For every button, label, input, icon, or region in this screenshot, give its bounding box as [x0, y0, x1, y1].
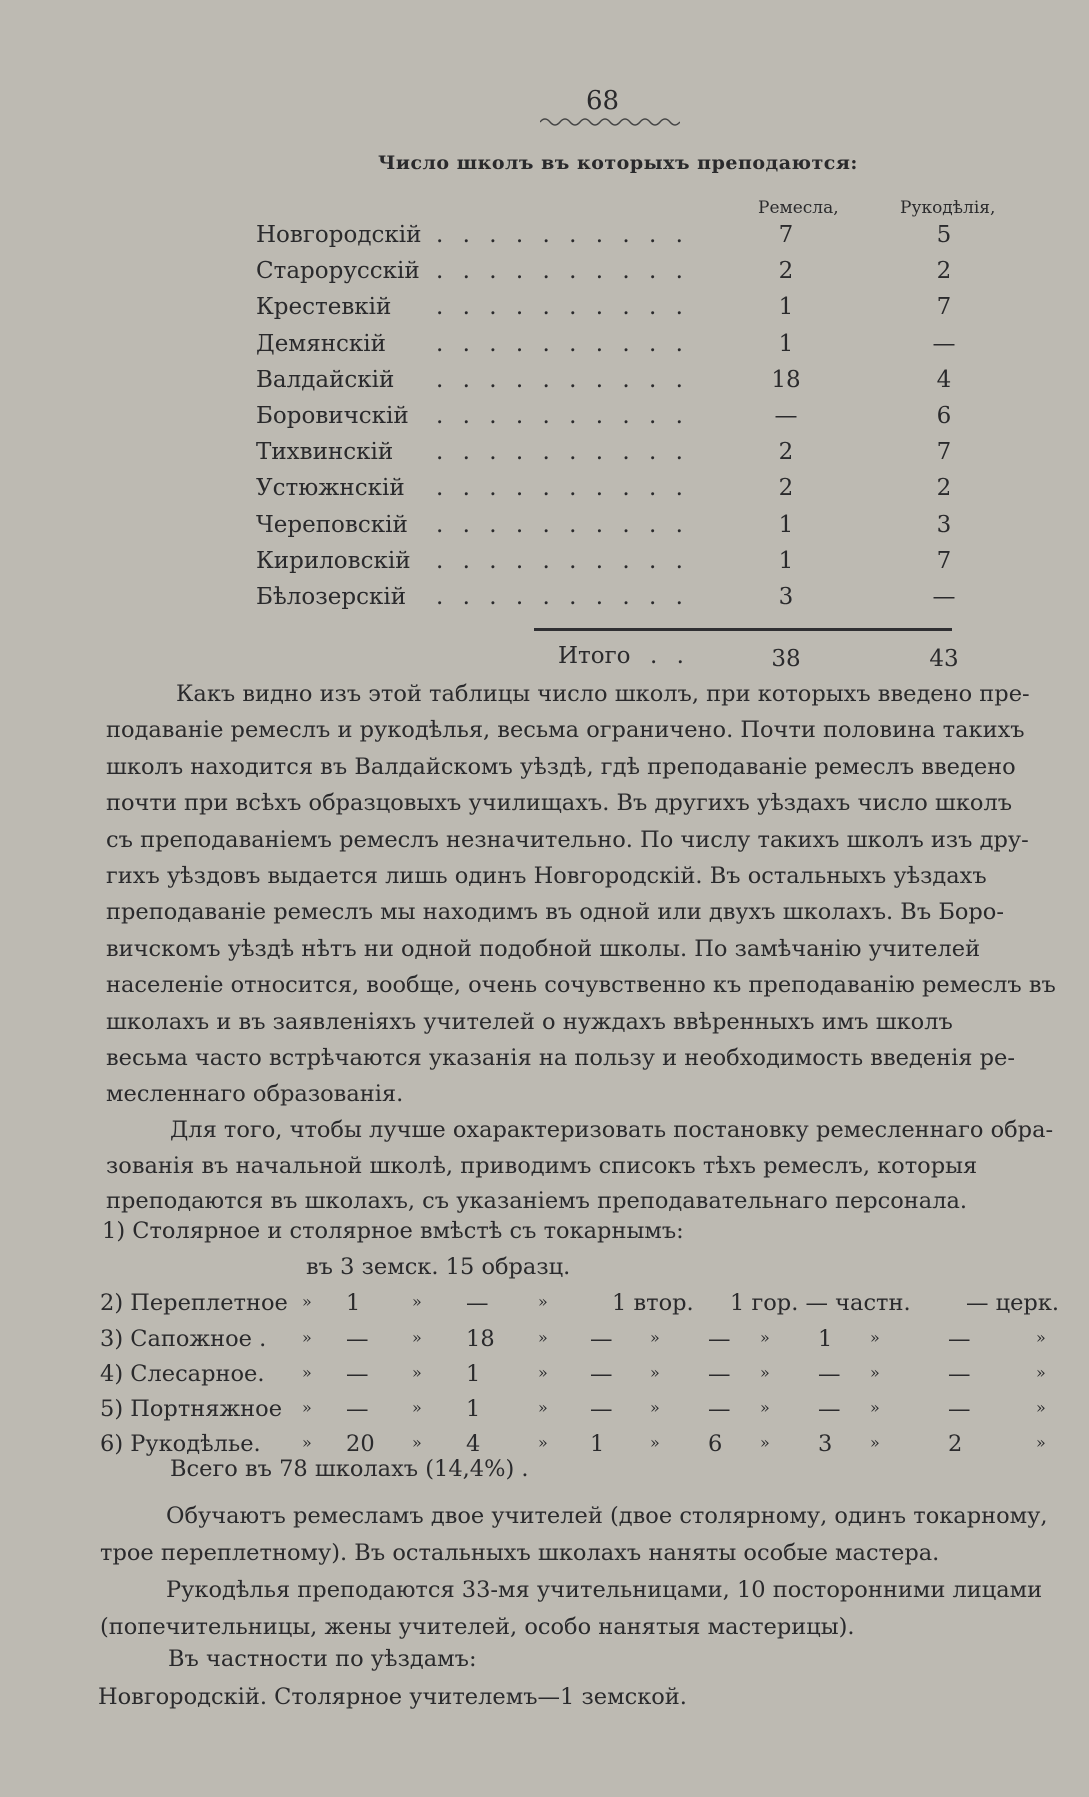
ditto-mark: »	[412, 1433, 422, 1452]
ditto-mark: »	[870, 1328, 880, 1347]
school-type-label: — церк.	[966, 1290, 1060, 1316]
crafts-count: 2	[778, 439, 794, 466]
needlework-count: 5	[936, 222, 952, 248]
craft-count: 18	[466, 1326, 495, 1352]
column-header-needlework: Рукодѣлія,	[900, 198, 996, 218]
leader-dots: . . . . . . . . . .	[436, 294, 689, 321]
craft-count: 1	[466, 1361, 481, 1387]
craft-item-1-sub: въ 3 земск. 15 образц.	[306, 1254, 571, 1280]
leader-dots: . . . . . . . . . .	[436, 439, 689, 466]
ditto-mark: »	[870, 1433, 880, 1452]
ditto-mark: »	[538, 1292, 548, 1311]
ditto-mark: »	[870, 1363, 880, 1382]
total-needlework: 43	[929, 646, 959, 672]
table-row	[256, 331, 1016, 365]
needlework-count: 7	[936, 547, 952, 574]
needlework-count: 2	[936, 475, 952, 502]
ditto-mark: »	[538, 1433, 548, 1452]
table-row	[256, 258, 1016, 292]
craft-count: 1	[466, 1396, 481, 1422]
district-name: Бѣлозерскій	[256, 584, 407, 610]
ditto-mark: »	[412, 1292, 422, 1311]
district-name: Новгородскій	[256, 222, 422, 248]
text-line: подаваніе ремеслъ и рукодѣлья, весьма ограничено. Почти половина такихъ	[106, 717, 1025, 744]
craft-count: —	[346, 1326, 369, 1352]
ditto-mark: »	[1036, 1328, 1046, 1347]
text-line: Обучаютъ ремесламъ двое учителей (двое столярному, одинъ токарному,	[166, 1503, 1048, 1529]
school-type-label: 1 втор.	[612, 1290, 694, 1316]
craft-count: —	[590, 1326, 613, 1352]
craft-count: 3	[818, 1431, 833, 1457]
text-line: школъ находится въ Валдайскомъ уѣздѣ, гдѣ преподаваніе ремеслъ введено	[106, 753, 1016, 780]
text-line: Рукодѣлья преподаются 33-мя учительницами, 10 посторонними лицами	[166, 1577, 1043, 1603]
craft-count: —	[948, 1396, 971, 1422]
table-row	[256, 367, 1016, 401]
ditto-mark: »	[412, 1398, 422, 1417]
ditto-mark: »	[302, 1433, 312, 1452]
table-row	[256, 584, 1016, 618]
ditto-mark: »	[412, 1328, 422, 1347]
ditto-mark: »	[412, 1363, 422, 1382]
table-title: Число школъ въ которыхъ преподаются:	[378, 152, 858, 174]
ditto-mark: »	[302, 1363, 312, 1382]
ditto-mark: »	[760, 1328, 770, 1347]
crafts-count: —	[774, 403, 798, 429]
table-row	[256, 294, 1016, 328]
text-line: Какъ видно изъ этой таблицы число школъ, при которыхъ введено пре-	[176, 681, 1030, 707]
table-row	[256, 403, 1016, 437]
table-row	[256, 222, 1016, 256]
ditto-mark: »	[538, 1398, 548, 1417]
craft-count: —	[818, 1396, 841, 1422]
craft-count: 1	[590, 1431, 605, 1457]
ditto-mark: »	[1036, 1398, 1046, 1417]
ditto-mark: »	[760, 1363, 770, 1382]
craft-count: —	[708, 1326, 731, 1352]
paragraph-5: Въ частности по уѣздамъ:	[168, 1646, 477, 1672]
district-name: Крестевкій	[256, 294, 392, 321]
text-line: (попечительницы, жены учителей, особо нанятыя мастерицы).	[100, 1613, 855, 1640]
district-name: Валдайскій	[256, 366, 395, 393]
craft-count: —	[590, 1396, 613, 1422]
text-line: месленнаго образованія.	[106, 1081, 404, 1108]
ditto-mark: »	[650, 1328, 660, 1347]
ditto-mark: »	[302, 1398, 312, 1417]
crafts-count: 18	[771, 366, 801, 393]
craft-count: —	[466, 1290, 489, 1316]
craft-count: 2	[948, 1431, 963, 1457]
craft-count: 20	[346, 1431, 375, 1457]
leader-dots: . . . . . . . . . .	[436, 475, 689, 502]
total-rule	[534, 628, 952, 631]
ditto-mark: »	[760, 1433, 770, 1452]
craft-count: 4	[466, 1431, 481, 1457]
needlework-count: —	[932, 330, 956, 357]
craft-count: —	[346, 1361, 369, 1387]
crafts-total: Всего въ 78 школахъ (14,4%) .	[170, 1456, 529, 1482]
district-name: Тихвинскій	[256, 439, 394, 466]
craft-count: —	[590, 1361, 613, 1387]
text-line: школахъ и въ заявленіяхъ учителей о нуждахъ ввѣренныхъ имъ школъ	[106, 1008, 953, 1035]
table-row	[256, 512, 1016, 546]
craft-count: —	[708, 1361, 731, 1387]
text-line: вичскомъ уѣздѣ нѣтъ ни одной подобной школы. По замѣчанію учителей	[106, 935, 981, 962]
crafts-count: 3	[778, 584, 794, 610]
craft-count: —	[948, 1326, 971, 1352]
total-label: Итого	[558, 643, 631, 669]
needlework-count: 2	[936, 258, 952, 285]
craft-count: —	[818, 1361, 841, 1387]
text-line: зованія въ начальной школѣ, приводимъ списокъ тѣхъ ремеслъ, которыя	[106, 1152, 978, 1179]
leader-dots: . . . . . . . . . .	[436, 584, 689, 610]
table-row	[256, 475, 1016, 509]
text-line: Для того, чтобы лучше охарактеризовать постановку ремесленнаго обра-	[170, 1117, 1054, 1143]
district-name: Устюжнскій	[256, 475, 405, 502]
district-name: Боровичскій	[256, 403, 409, 429]
needlework-count: —	[932, 584, 956, 610]
ditto-mark: »	[538, 1363, 548, 1382]
leader-dots: . . . . . . . . . .	[436, 330, 689, 357]
ditto-mark: »	[650, 1398, 660, 1417]
ditto-mark: »	[1036, 1363, 1046, 1382]
district-name: Кириловскій	[256, 547, 411, 574]
craft-label: 3) Сапожное .	[100, 1326, 267, 1352]
needlework-count: 6	[936, 403, 952, 429]
text-line: преподаются въ школахъ, съ указаніемъ преподавательнаго персонала.	[106, 1188, 968, 1214]
craft-label: 2) Переплетное	[100, 1290, 288, 1316]
ditto-mark: »	[302, 1328, 312, 1347]
needlework-count: 4	[936, 366, 952, 393]
leader-dots: . . . . . . . . . .	[436, 511, 689, 538]
craft-count: 1	[818, 1326, 833, 1352]
crafts-count: 1	[778, 547, 794, 574]
text-line: трое переплетному). Въ остальныхъ школахъ наняты особые мастера.	[100, 1539, 940, 1566]
craft-count: 1	[346, 1290, 361, 1316]
ditto-mark: »	[650, 1433, 660, 1452]
craft-count: —	[708, 1396, 731, 1422]
needlework-count: 3	[936, 511, 952, 538]
craft-label: 4) Слесарное.	[100, 1361, 265, 1387]
ditto-mark: »	[870, 1398, 880, 1417]
table-row	[256, 439, 1016, 473]
crafts-count: 1	[778, 294, 794, 321]
table-row	[256, 548, 1016, 582]
last-line: Новгородскій. Столярное учителемъ—1 земской.	[98, 1684, 687, 1710]
crafts-count: 7	[778, 222, 794, 248]
ditto-mark: »	[760, 1398, 770, 1417]
text-line: преподаваніе ремеслъ мы находимъ въ одной или двухъ школахъ. Въ Боро-	[106, 899, 1004, 926]
leader-dots: . . . . . . . . . .	[436, 547, 689, 574]
leader-dots: . . . . . . . . . .	[436, 222, 689, 248]
text-line: почти при всѣхъ образцовыхъ училищахъ. Въ другихъ уѣздахъ число школъ	[106, 790, 1013, 817]
total-dots: . .	[650, 643, 690, 669]
wave-ornament	[540, 116, 680, 128]
text-line: весьма часто встрѣчаются указанія на пользу и необходимость введенія ре-	[106, 1045, 1015, 1071]
page-number: 68	[586, 86, 620, 116]
school-type-label: 1 гор. — частн.	[730, 1290, 911, 1316]
craft-label: 5) Портняжное	[100, 1396, 283, 1422]
ditto-mark: »	[302, 1292, 312, 1311]
leader-dots: . . . . . . . . . .	[436, 366, 689, 393]
ditto-mark: »	[650, 1363, 660, 1382]
crafts-count: 1	[778, 330, 794, 357]
ditto-mark: »	[1036, 1433, 1046, 1452]
craft-count: 6	[708, 1431, 723, 1457]
text-line: гихъ уѣздовъ выдается лишь одинъ Новгородскій. Въ остальныхъ уѣздахъ	[106, 863, 987, 889]
text-line: съ преподаваніемъ ремеслъ незначительно. По числу такихъ школъ изъ дру-	[106, 826, 1029, 853]
leader-dots: . . . . . . . . . .	[436, 258, 689, 285]
needlework-count: 7	[936, 294, 952, 321]
total-crafts: 38	[771, 646, 801, 672]
text-line: населеніе относится, вообще, очень сочувственно къ преподаванію ремеслъ въ	[106, 972, 1056, 999]
crafts-count: 2	[778, 475, 794, 502]
leader-dots: . . . . . . . . . .	[436, 403, 689, 429]
district-name: Демянскій	[256, 330, 386, 357]
column-header-crafts: Ремесла,	[758, 198, 839, 218]
ditto-mark: »	[538, 1328, 548, 1347]
crafts-count: 2	[778, 258, 794, 285]
craft-count: —	[346, 1396, 369, 1422]
crafts-count: 1	[778, 511, 794, 538]
district-name: Череповскій	[256, 511, 408, 538]
needlework-count: 7	[936, 439, 952, 466]
craft-count: —	[948, 1361, 971, 1387]
craft-item-1: 1) Столярное и столярное вмѣстѣ съ токарнымъ:	[102, 1218, 684, 1244]
craft-label: 6) Рукодѣлье.	[100, 1431, 261, 1457]
district-name: Старорусскій	[256, 258, 420, 285]
